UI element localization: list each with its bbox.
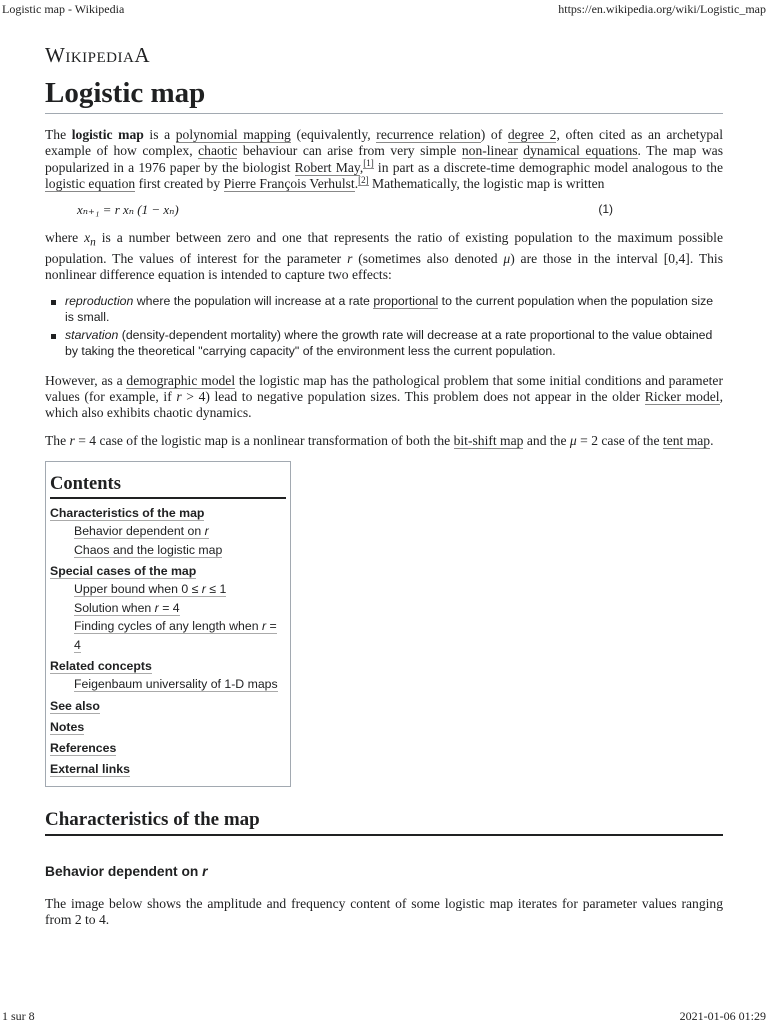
toc-item-references[interactable]: References bbox=[50, 740, 117, 755]
link-demographic-model[interactable]: demographic model bbox=[126, 372, 236, 388]
section-heading-characteristics: Characteristics of the map bbox=[45, 809, 723, 836]
toc-item-solution[interactable]: Solution when r = 4 bbox=[74, 600, 180, 615]
link-degree-2[interactable]: degree 2 bbox=[507, 127, 557, 142]
toc-item-external-links[interactable]: External links bbox=[50, 761, 130, 776]
print-header bbox=[0, 2, 768, 17]
paragraph-image-intro: The image below shows the amplitude and frequency content of some logistic map iterates for parameter values ranging from 2 to 4. bbox=[45, 895, 723, 928]
list-item: reproduction where the population will increase at a rate proportional to the current population when the population size is small. bbox=[65, 293, 723, 326]
equation-1 bbox=[77, 202, 723, 218]
link-tent-map[interactable]: tent map bbox=[662, 432, 711, 448]
page-title: Logistic map bbox=[45, 75, 723, 114]
toc-item-related[interactable]: Related concepts bbox=[50, 659, 152, 674]
ref-1[interactable]: [1] bbox=[363, 158, 374, 169]
toc-item-behavior[interactable]: Behavior dependent on r bbox=[74, 524, 209, 539]
equation-formula: xₙ₊₁ = r xₙ (1 − xₙ) bbox=[77, 201, 179, 217]
ref-2[interactable]: [2] bbox=[358, 174, 369, 185]
toc-item-feigenbaum[interactable]: Feigenbaum universality of 1-D maps bbox=[74, 677, 278, 692]
list-item: starvation (density-dependent mortality) where the growth rate will decrease at a rate proportional to the value obtained by taking the theoretical "carrying capacity" of the environment less the current population. bbox=[65, 327, 723, 360]
equation-number: (1) bbox=[598, 201, 613, 216]
toc-title: Contents bbox=[50, 474, 286, 499]
link-chaotic[interactable]: chaotic bbox=[198, 143, 238, 159]
link-recurrence-relation[interactable]: recurrence relation bbox=[376, 127, 481, 142]
link-bit-shift-map[interactable]: bit-shift map bbox=[453, 432, 524, 448]
link-verhulst[interactable]: Pierre François Verhulst bbox=[223, 176, 355, 192]
effects-list bbox=[45, 293, 723, 360]
link-ricker-model[interactable]: Ricker model bbox=[644, 388, 720, 404]
print-header-url: https://en.wikipedia.org/wiki/Logistic_map bbox=[558, 2, 766, 16]
link-proportional[interactable]: proportional bbox=[373, 293, 439, 308]
link-logistic-equation[interactable]: logistic equation bbox=[45, 176, 136, 192]
link-dynamical-equations[interactable]: dynamical equations bbox=[523, 143, 638, 159]
paragraph-r4: The r = 4 case of the logistic map is a nonlinear transformation of both the bit-shift map and the μ = 2 case of the tent map. bbox=[45, 432, 714, 448]
toc-item-characteristics[interactable]: Characteristics of the map bbox=[50, 506, 205, 521]
table-of-contents bbox=[45, 461, 291, 787]
print-footer bbox=[0, 1009, 768, 1024]
paragraph-definitions: where $x_n$ is a number between zero and one that represents the ratio of existing population to the maximum possible population. The values of interest for the parameter r (sometimes also denoted μ) are those in the interval [0,4]. This nonlinear difference equation is intended to capture two effects: bbox=[45, 229, 723, 283]
toc-item-upper-bound[interactable]: Upper bound when 0 ≤ r ≤ 1 bbox=[74, 582, 227, 597]
print-footer-page: 1 sur 8 bbox=[2, 1009, 35, 1023]
article-page bbox=[45, 42, 723, 929]
print-header-title: Logistic map - Wikipedia bbox=[2, 2, 125, 16]
toc-item-finding-cycles[interactable]: Finding cycles of any length when r = 4 bbox=[74, 619, 277, 652]
subsection-heading-behavior: Behavior dependent on r bbox=[45, 863, 208, 879]
print-footer-date: 2021-01-06 01:29 bbox=[679, 1009, 766, 1023]
wikipedia-wordmark[interactable]: WIKIPEDIAA bbox=[45, 43, 150, 67]
paragraph-demographic: However, as a demographic model the logistic map has the pathological problem that some initial conditions and parameter values (for example, if r > 4) lead to negative population sizes. This problem does not appear in the older Ricker model, which also exhibits chaotic dynamics. bbox=[45, 372, 723, 421]
intro-paragraph: The logistic map is a polynomial mapping (equivalently, recurrence relation) of degree 2, often cited as an archetypal example of how complex, chaotic behaviour can arise from very simple non-linear dynamical equations. The map was popularized in a 1976 paper by the biologist Robert May,[1] in part as a discrete-time demographic model analogous to the logistic equation first created by Pierre François Verhulst.[2] Mathematically, the logistic map is written bbox=[45, 127, 724, 192]
link-robert-may[interactable]: Robert May bbox=[294, 159, 360, 175]
link-polynomial-mapping[interactable]: polynomial mapping bbox=[175, 127, 291, 142]
toc-item-chaos[interactable]: Chaos and the logistic map bbox=[74, 542, 223, 557]
toc-item-see-also[interactable]: See also bbox=[50, 698, 100, 713]
link-non-linear[interactable]: non-linear bbox=[461, 143, 518, 159]
toc-item-special-cases[interactable]: Special cases of the map bbox=[50, 564, 197, 579]
toc-item-notes[interactable]: Notes bbox=[50, 719, 85, 734]
